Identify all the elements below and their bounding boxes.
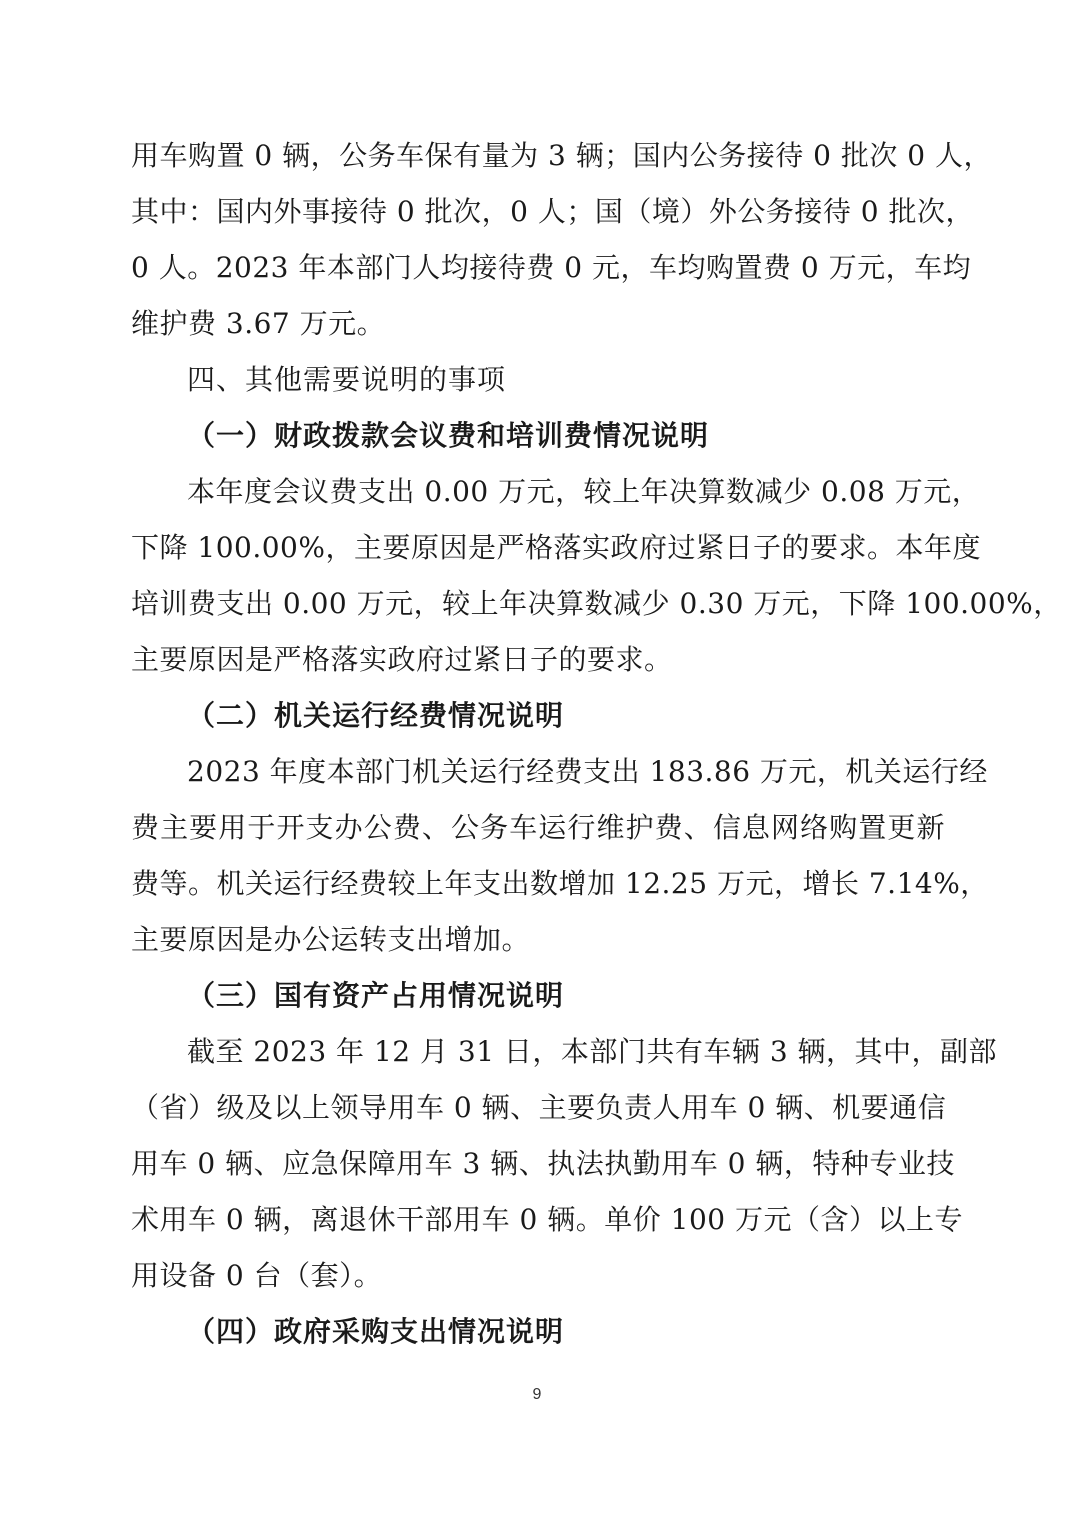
paragraph-line: 主要原因是严格落实政府过紧日子的要求。 [131, 643, 673, 676]
paragraph-line: 费主要用于开支办公费、公务车运行维护费、信息网络购置更新 [131, 811, 945, 844]
subsection-heading: （四）政府采购支出情况说明 [187, 1315, 565, 1348]
paragraph-line: 下降 100.00%，主要原因是严格落实政府过紧日子的要求。本年度 [131, 531, 981, 564]
paragraph-line: 主要原因是办公运转支出增加。 [131, 923, 531, 956]
paragraph-line: 术用车 0 辆，离退休干部用车 0 辆。单价 100 万元（含）以上专 [131, 1203, 963, 1236]
paragraph-line: （省）级及以上领导用车 0 辆、主要负责人用车 0 辆、机要通信 [131, 1091, 947, 1124]
subsection-heading: （三）国有资产占用情况说明 [187, 979, 565, 1012]
paragraph-line: 0 人。2023 年本部门人均接待费 0 元，车均购置费 0 万元，车均 [131, 251, 972, 284]
paragraph-line: 其中：国内外事接待 0 批次，0 人；国（境）外公务接待 0 批次， [131, 195, 974, 228]
paragraph-line: 用车 0 辆、应急保障用车 3 辆、执法执勤用车 0 辆，特种专业技 [131, 1147, 955, 1180]
page-number: 9 [532, 1386, 542, 1403]
paragraph-line: 培训费支出 0.00 万元，较上年决算数减少 0.30 万元，下降 100.00%， [131, 587, 1062, 620]
subsection-heading: （一）财政拨款会议费和培训费情况说明 [187, 419, 710, 452]
paragraph-line: 维护费 3.67 万元。 [131, 307, 386, 340]
subsection-heading: （二）机关运行经费情况说明 [187, 699, 565, 732]
paragraph-line: 截至 2023 年 12 月 31 日，本部门共有车辆 3 辆，其中，副部 [187, 1035, 998, 1068]
paragraph-line: 用车购置 0 辆，公务车保有量为 3 辆；国内公务接待 0 批次 0 人， [131, 139, 992, 172]
section-heading: 四、其他需要说明的事项 [187, 363, 507, 396]
paragraph-line: 本年度会议费支出 0.00 万元，较上年决算数减少 0.08 万元， [187, 475, 981, 508]
paragraph-line: 2023 年度本部门机关运行经费支出 183.86 万元，机关运行经 [187, 755, 988, 788]
paragraph-line: 用设备 0 台（套）。 [131, 1259, 383, 1292]
paragraph-line: 费等。机关运行经费较上年支出数增加 12.25 万元，增长 7.14%， [131, 867, 989, 900]
